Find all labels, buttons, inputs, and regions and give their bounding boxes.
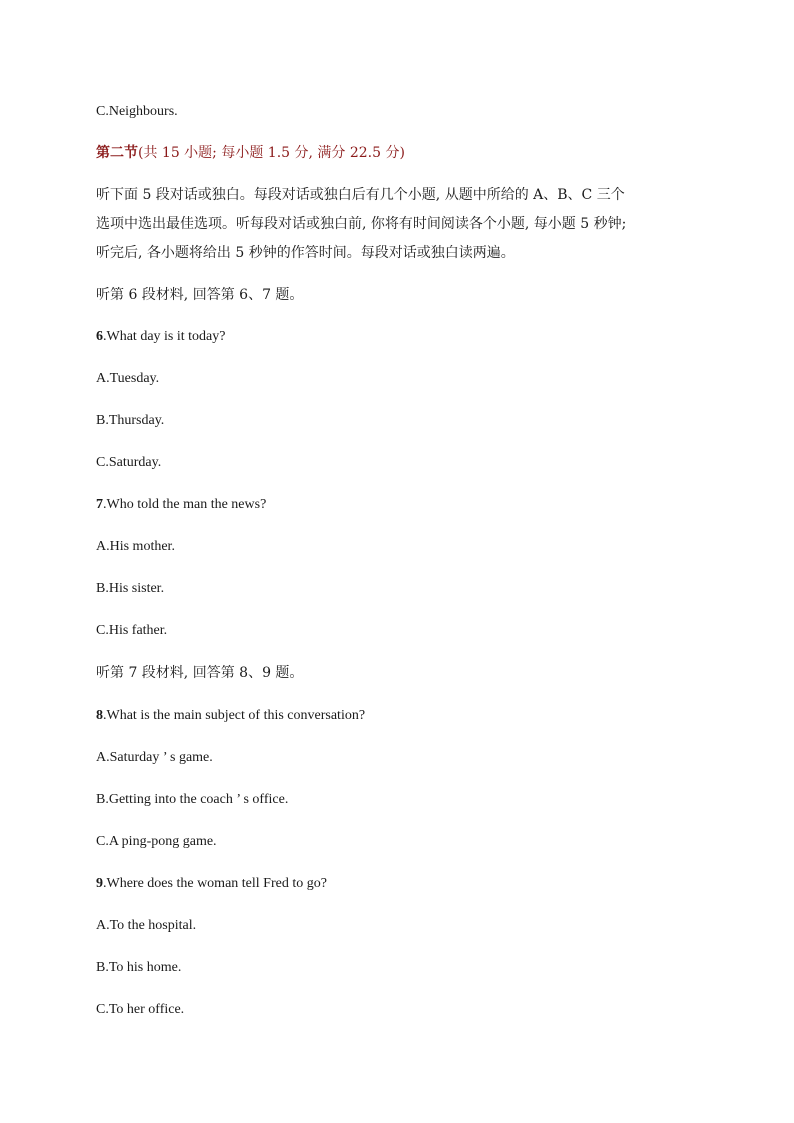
question-number: 6: [96, 329, 103, 344]
section-label: 第二节: [96, 145, 138, 161]
option-a: A.Tuesday.: [96, 371, 160, 386]
material-6-heading: 听第 6 段材料, 回答第 6、7 题。: [96, 287, 304, 303]
question-6: [96, 327, 225, 347]
instruction-line-2: 选项中选出最佳选项。听每段对话或独白前, 你将有时间阅读各个小题, 每小题 5 秒钟;: [96, 216, 627, 232]
question-text: .Where does the woman tell Fred to go?: [103, 876, 327, 891]
option-b: B.To his home.: [96, 960, 182, 975]
question-text: .What is the main subject of this conversation?: [103, 708, 366, 723]
option-a: A.Saturday ’ s game.: [96, 750, 213, 765]
option-c: C.To her office.: [96, 1002, 185, 1017]
previous-option-c: C.Neighbours.: [96, 104, 178, 119]
question-9: [96, 874, 327, 894]
option-c: C.A ping-pong game.: [96, 834, 217, 849]
option-a: A.His mother.: [96, 539, 175, 554]
question-number: 8: [96, 708, 103, 723]
option-c: C.Saturday.: [96, 455, 162, 470]
question-number: 7: [96, 497, 103, 512]
option-a: A.To the hospital.: [96, 918, 197, 933]
option-b: B.Thursday.: [96, 413, 165, 428]
option-b: B.Getting into the coach ’ s office.: [96, 792, 289, 807]
question-8: [96, 706, 365, 726]
option-c: C.His father.: [96, 623, 168, 638]
question-text: .What day is it today?: [103, 329, 226, 344]
section-heading: [96, 143, 405, 163]
question-number: 9: [96, 876, 103, 891]
option-b: B.His sister.: [96, 581, 165, 596]
instruction-line-1: 听下面 5 段对话或独白。每段对话或独白后有几个小题, 从题中所给的 A、B、C 三个: [96, 187, 625, 203]
section-scoring: (共 15 小题; 每小题 1.5 分, 满分 22.5 分): [138, 145, 405, 161]
instruction-line-3: 听完后, 各小题将给出 5 秒钟的作答时间。每段对话或独白读两遍。: [96, 245, 515, 261]
material-7-heading: 听第 7 段材料, 回答第 8、9 题。: [96, 665, 304, 681]
question-7: [96, 495, 266, 515]
question-text: .Who told the man the news?: [103, 497, 267, 512]
